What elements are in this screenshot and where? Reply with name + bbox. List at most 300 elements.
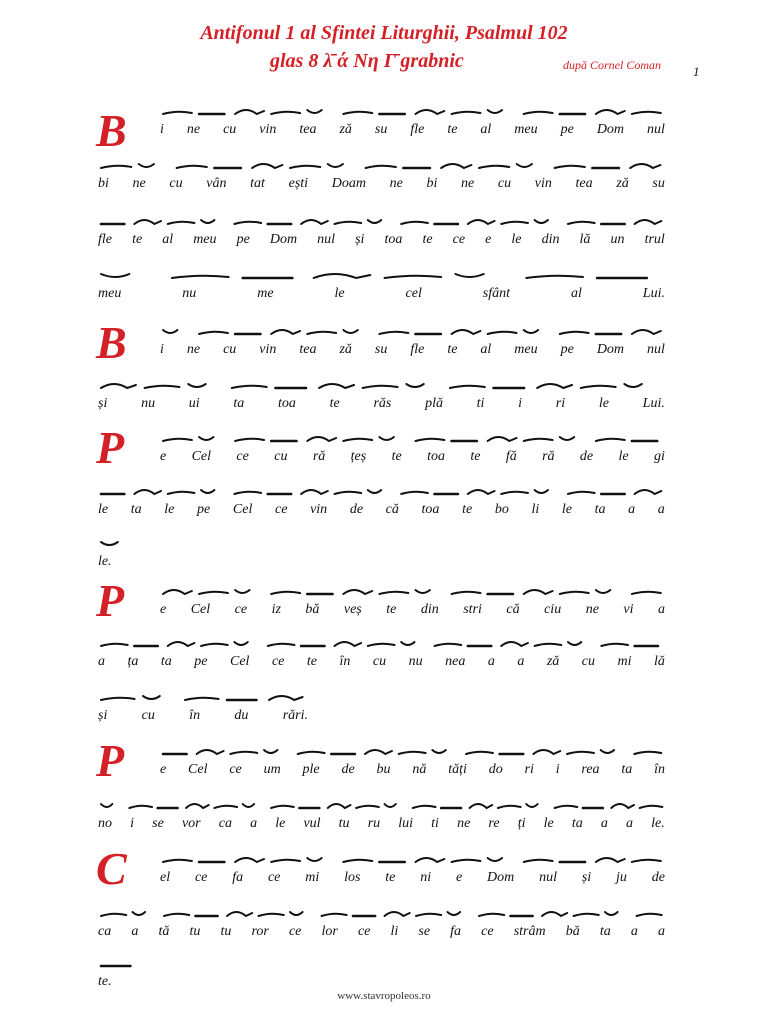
lyric-syllable: fle [410, 122, 425, 137]
lyric-syllable: te [329, 396, 340, 411]
lyric-syllable: le [164, 502, 175, 517]
neume-sign [379, 592, 408, 594]
lyric-syllable: a [625, 816, 633, 831]
neume-sign [455, 274, 483, 277]
lyric-syllable: ce [481, 924, 494, 939]
neume-sign [259, 914, 284, 916]
lyric-syllable: meu [514, 122, 538, 137]
neume-line [98, 152, 665, 176]
neume-sign [314, 274, 371, 278]
neume-sign [605, 912, 618, 915]
neume-sign [535, 644, 562, 646]
lyric-syllable: te [447, 122, 458, 137]
lyric-syllable: le. [98, 554, 112, 569]
lyric-syllable: bă [305, 602, 320, 617]
lyric-syllable: pe [560, 342, 574, 357]
lyric-syllable: Dom [596, 122, 625, 137]
lyric-syllable: sfânt [482, 286, 511, 301]
lyric-syllable: a [517, 654, 525, 669]
neume-line [98, 478, 665, 502]
neume-sign [366, 166, 396, 168]
lyric-syllable: pe [560, 122, 574, 137]
neume-sign [163, 112, 192, 114]
neume-line [160, 425, 665, 449]
lyric-syllable: tă [158, 924, 170, 939]
verse-initial: P [96, 735, 125, 786]
lyric-line [98, 176, 665, 192]
lyric-syllable: vul [303, 816, 321, 831]
neume-sign [441, 164, 471, 168]
lyric-syllable: răs [373, 396, 392, 411]
lyric-syllable: cu [274, 449, 288, 464]
lyric-syllable: din [420, 602, 439, 617]
neume-sign [319, 384, 354, 388]
author-credit: după Cornel Coman [563, 58, 662, 72]
lyric-syllable: ta [130, 502, 142, 517]
neume-sign [524, 112, 553, 114]
lyric-syllable: li [531, 502, 540, 517]
neume-sign [129, 806, 152, 808]
neume-line [98, 208, 665, 232]
lyric-syllable: în [339, 654, 351, 669]
neume-sign [163, 439, 192, 441]
lyric-syllable: su [374, 342, 388, 357]
neume-sign [186, 804, 209, 808]
lyric-syllable: ne [389, 176, 403, 191]
lyric-syllable: de [349, 502, 364, 517]
lyric-syllable: al [480, 122, 492, 137]
lyric-syllable: ciu [544, 602, 562, 617]
neume-sign [450, 386, 485, 388]
lyric-syllable: Dom [269, 232, 298, 247]
lyric-syllable: ne [457, 816, 471, 831]
lyric-syllable: le [618, 449, 629, 464]
neume-sign [596, 110, 625, 114]
lyric-syllable: ce [194, 870, 208, 885]
neume-sign [163, 590, 192, 594]
lyric-syllable: Cel [232, 502, 253, 517]
neume-sign [435, 644, 462, 646]
lyric-syllable: meu [98, 286, 122, 301]
lyric-syllable: te [422, 232, 433, 247]
lyric-syllable: toa [278, 396, 296, 411]
neume-sign [101, 698, 135, 700]
lyric-syllable: le [511, 232, 522, 247]
lyric-syllable: mi [617, 654, 632, 669]
lyric-syllable: e [160, 602, 167, 617]
lyric-syllable: cu [223, 122, 237, 137]
lyric-syllable: no [98, 816, 112, 831]
lyric-syllable: a [98, 654, 105, 669]
neume-sign [611, 804, 634, 808]
verse-initial: P [96, 422, 125, 473]
neume-sign [101, 166, 131, 168]
lyric-syllable: ți [517, 816, 526, 831]
lyric-syllable: ța [127, 654, 139, 669]
neume-sign [235, 439, 264, 441]
neume-sign [134, 490, 161, 494]
neume-sign [334, 222, 361, 224]
lyric-syllable: re [488, 816, 500, 831]
neume-sign [269, 696, 303, 700]
lyric-syllable: ni [420, 870, 432, 885]
lyric-syllable: a [657, 924, 665, 939]
neume-sign [574, 914, 599, 916]
neume-sign [637, 914, 662, 916]
lyric-syllable: ta [621, 762, 633, 777]
lyric-syllable: te [385, 870, 396, 885]
neume-sign [517, 164, 532, 167]
lyric-syllable: de [651, 870, 665, 885]
lyric-syllable: nă [412, 762, 427, 777]
neume-sign [524, 330, 538, 333]
neume-sign [632, 860, 661, 862]
neume-sign [635, 490, 662, 494]
lyric-syllable: de [579, 449, 594, 464]
lyric-syllable: ză [546, 654, 560, 669]
lyric-syllable: lui [398, 816, 414, 831]
neume-line [98, 950, 140, 974]
neume-sign [168, 222, 195, 224]
neume-sign [271, 806, 294, 808]
lyric-syllable: le [543, 816, 554, 831]
neume-sign [164, 914, 189, 916]
neume-sign [416, 439, 445, 441]
lyric-syllable: ce [271, 654, 285, 669]
neume-sign [264, 750, 277, 753]
lyric-syllable: ce [267, 870, 281, 885]
lyric-syllable: a [657, 602, 665, 617]
neume-sign [343, 439, 372, 441]
neume-sign [185, 698, 219, 700]
page-subtitle: glas 8 λ̄ ά Νη Γ̄ grabnic [270, 50, 464, 72]
lyric-syllable: fle [98, 232, 112, 247]
lyric-syllable: a [657, 502, 665, 517]
lyric-syllable: al [480, 342, 492, 357]
lyric-syllable: iz [271, 602, 281, 617]
lyric-syllable: Lui. [642, 396, 665, 411]
neume-sign [568, 222, 595, 224]
lyric-syllable: rări. [282, 708, 308, 723]
neume-sign [232, 386, 267, 388]
neume-sign [601, 644, 628, 646]
lyric-syllable: e [160, 449, 167, 464]
neume-sign [271, 592, 300, 594]
lyric-syllable: le [598, 396, 609, 411]
neume-sign [343, 590, 372, 594]
lyric-syllable: a [250, 816, 258, 831]
neume-sign [139, 164, 154, 167]
lyric-syllable: bu [376, 762, 391, 777]
lyric-syllable: se [152, 816, 164, 831]
lyric-syllable: tat [250, 176, 265, 191]
neume-sign [535, 220, 548, 223]
neume-sign [406, 384, 423, 387]
lyric-syllable: ză [339, 342, 352, 357]
lyric-syllable: e [160, 762, 167, 777]
neume-sign [526, 276, 583, 278]
neume-sign [356, 806, 379, 808]
lyric-syllable: i [555, 762, 560, 777]
neume-sign [343, 112, 372, 114]
neume-sign [567, 752, 594, 754]
neume-sign [101, 804, 112, 807]
lyric-syllable: un [610, 232, 625, 247]
lyric-syllable: al [570, 286, 582, 301]
page-title: Antifonul 1 al Sfintei Liturghii, Psalmul 102 [200, 22, 568, 44]
neume-sign [634, 752, 661, 754]
neume-sign [596, 590, 610, 593]
neume-sign [197, 750, 224, 754]
neume-sign [177, 166, 207, 168]
verse-initial: P [96, 575, 125, 626]
lyric-syllable: ta [233, 396, 245, 411]
neume-sign [560, 437, 574, 440]
neume-sign [199, 437, 213, 440]
lyric-syllable: fa [232, 870, 244, 885]
lyric-syllable: fă [505, 449, 517, 464]
neume-sign [343, 330, 357, 333]
lyric-syllable: ce [274, 502, 288, 517]
neume-sign [524, 590, 553, 594]
neume-sign [498, 806, 521, 808]
lyric-syllable: te [462, 502, 473, 517]
neume-sign [470, 804, 493, 808]
lyric-syllable: du [234, 708, 249, 723]
neume-sign [568, 642, 581, 645]
lyric-syllable: um [263, 762, 281, 777]
lyric-syllable: i [160, 342, 164, 357]
neume-sign [101, 644, 128, 646]
neume-sign [452, 860, 481, 862]
neume-sign [307, 858, 321, 861]
neume-sign [479, 914, 504, 916]
lyric-syllable: toa [421, 502, 440, 517]
neume-sign [301, 490, 328, 494]
neume-sign [488, 332, 517, 334]
lyric-syllable: și [98, 396, 108, 411]
neume-sign [560, 332, 589, 334]
lyric-syllable: te [447, 342, 458, 357]
lyric-syllable: țeș [350, 449, 367, 464]
neume-sign [640, 806, 663, 808]
lyric-syllable: cu [169, 176, 183, 191]
verse-initial: B [96, 317, 127, 368]
lyric-syllable: ta [160, 654, 172, 669]
lyric-syllable: Doam [331, 176, 366, 191]
lyric-syllable: ză [616, 176, 629, 191]
lyric-syllable: a [600, 816, 608, 831]
neume-sign [290, 166, 320, 168]
lyric-syllable: vor [181, 816, 201, 831]
lyric-syllable: meu [514, 342, 538, 357]
neume-sign [268, 644, 295, 646]
lyric-syllable: nea [445, 654, 466, 669]
neume-sign [363, 386, 398, 388]
neume-sign [524, 860, 553, 862]
lyric-syllable: a [131, 924, 139, 939]
lyric-syllable: cu [223, 342, 237, 357]
neume-sign [163, 330, 177, 333]
lyric-syllable: ce [357, 924, 371, 939]
lyric-line [98, 654, 665, 670]
lyric-syllable: și [581, 870, 592, 885]
neume-sign [479, 166, 509, 168]
neume-sign [334, 642, 361, 646]
neume-sign [542, 912, 567, 916]
lyric-syllable: el [160, 870, 171, 885]
neume-sign [501, 222, 528, 224]
lyric-syllable: nu [141, 396, 156, 411]
neume-sign [401, 642, 414, 645]
neume-sign [568, 492, 595, 494]
lyric-syllable: ti [476, 396, 485, 411]
neume-sign [385, 912, 410, 916]
neume-sign [328, 804, 351, 808]
neume-sign [601, 750, 614, 753]
neume-sign [488, 437, 517, 441]
neume-sign [290, 912, 303, 915]
neume-sign [368, 220, 381, 223]
lyric-syllable: ce [234, 602, 248, 617]
lyric-syllable: ne [186, 122, 201, 137]
lyric-syllable: strâm [513, 924, 546, 939]
neume-sign [368, 490, 381, 493]
lyric-syllable: rea [581, 762, 600, 777]
neume-sign [555, 806, 578, 808]
lyric-syllable: din [541, 232, 560, 247]
neume-sign [234, 222, 261, 224]
neume-sign [401, 492, 428, 494]
lyric-syllable: nu [408, 654, 423, 669]
lyric-syllable: do [488, 762, 503, 777]
lyric-syllable: ple [302, 762, 320, 777]
lyric-line [160, 449, 665, 465]
neume-sign [501, 492, 528, 494]
neume-sign [555, 166, 585, 168]
neume-sign [379, 437, 393, 440]
neume-sign [448, 912, 461, 915]
lyric-syllable: e [455, 870, 463, 885]
neume-sign [488, 858, 502, 861]
lyric-syllable: pe [194, 654, 208, 669]
lyric-syllable: meu [193, 232, 217, 247]
lyric-syllable: bo [494, 502, 509, 517]
neume-sign [101, 542, 118, 545]
neume-sign [581, 386, 616, 388]
lyric-syllable: vi [623, 602, 634, 617]
lyric-syllable: a [628, 502, 636, 517]
lyric-line [160, 870, 665, 886]
lyric-syllable: tu [338, 816, 350, 831]
lyric-syllable: tăți [448, 762, 467, 777]
neume-sign [134, 220, 161, 224]
neume-sign [452, 592, 481, 594]
neume-sign [101, 274, 129, 277]
neume-sign [307, 332, 336, 334]
neume-sign [188, 384, 205, 387]
lyric-syllable: cu [581, 654, 595, 669]
lyric-syllable: su [374, 122, 388, 137]
lyric-syllable: ră [542, 449, 555, 464]
lyric-syllable: bă [565, 924, 580, 939]
lyric-syllable: vin [310, 502, 328, 517]
neume-sign [101, 914, 126, 916]
lyric-syllable: lă [579, 232, 591, 247]
lyric-syllable: te. [98, 974, 112, 989]
lyric-line [160, 602, 665, 618]
neume-line [160, 738, 665, 762]
neume-sign [526, 804, 537, 807]
neume-sign [632, 112, 661, 114]
lyric-syllable: plă [425, 396, 443, 411]
lyric-syllable: fle [410, 342, 425, 357]
lyric-syllable: ne [585, 602, 599, 617]
lyric-syllable: a [487, 654, 495, 669]
lyric-syllable: Dom [596, 342, 625, 357]
neume-sign [416, 914, 441, 916]
neume-line [98, 372, 665, 396]
lyric-syllable: ne [461, 176, 475, 191]
lyric-syllable: le [275, 816, 286, 831]
lyric-syllable: ne [186, 342, 201, 357]
neume-sign [230, 752, 257, 754]
neume-sign [416, 858, 445, 862]
lyric-syllable: pe [197, 502, 211, 517]
lyric-syllable: ri [555, 396, 566, 411]
neume-sign [624, 384, 641, 387]
verse-initial: C [96, 843, 127, 894]
lyric-line [98, 286, 665, 302]
neume-sign [214, 806, 237, 808]
neume-sign [413, 806, 436, 808]
lyric-syllable: lă [654, 654, 665, 669]
lyric-syllable: le. [651, 816, 665, 831]
neume-sign [501, 642, 528, 646]
lyric-syllable: tu [189, 924, 201, 939]
lyric-syllable: fa [450, 924, 462, 939]
lyric-syllable: ca [98, 924, 112, 939]
neume-sign [168, 492, 195, 494]
lyric-line [98, 924, 665, 940]
neume-sign [199, 332, 228, 334]
lyric-syllable: tu [220, 924, 232, 939]
lyric-syllable: me [257, 286, 274, 301]
lyric-syllable: ta [571, 816, 583, 831]
lyric-syllable: le [98, 502, 109, 517]
lyric-syllable: cel [405, 286, 422, 301]
lyric-syllable: le [561, 502, 572, 517]
lyric-syllable: tea [299, 342, 317, 357]
lyric-syllable: că [385, 502, 399, 517]
neume-line [160, 98, 665, 122]
lyric-syllable: de [341, 762, 355, 777]
lyric-syllable: stri [463, 602, 482, 617]
neume-line [160, 318, 665, 342]
neume-sign [235, 590, 249, 593]
lyric-syllable: vin [259, 342, 277, 357]
neume-line [98, 684, 308, 708]
lyric-syllable: lor [321, 924, 338, 939]
neume-sign [271, 330, 300, 334]
neume-sign [452, 330, 481, 334]
neume-sign [133, 912, 146, 915]
lyric-syllable: mi [305, 870, 320, 885]
neume-sign [468, 490, 495, 494]
neume-sign [201, 490, 214, 493]
neume-line [98, 630, 665, 654]
lyric-syllable: toa [384, 232, 403, 247]
